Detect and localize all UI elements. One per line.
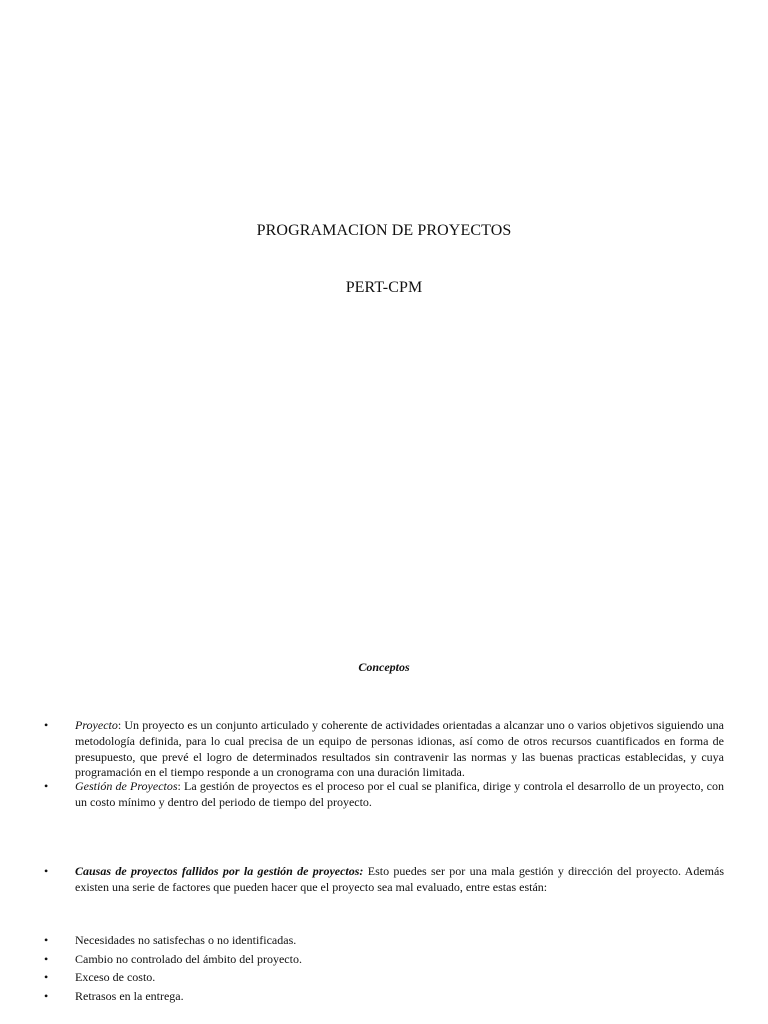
section-heading: Conceptos <box>358 660 410 674</box>
bullet-icon: • <box>44 864 49 878</box>
list-item-necesidades <box>44 933 724 949</box>
bullet-icon: • <box>44 970 49 984</box>
list-item-gestion <box>44 779 724 811</box>
term-definition: Esto puedes ser por una mala gestión y dirección del proyecto. Además existen una serie de factores que pueden hacer que el proyecto sea mal evaluado, entre estas están: <box>75 864 725 894</box>
bullet-icon: • <box>44 933 49 947</box>
term-definition: : Un proyecto es un conjunto articulado y coherente de actividades orientadas a alcanzar uno o varios objetivos siguiendo una metodología definida, para lo cual precisa de un equipo de personas idionas, así como de otros recursos cuantificados en forma de presupuesto, que prevé el logro de determinados resultados sin contravenir las normas y las buenas practicas establecidas, y cuya programación en el tiempo responde a un cronograma con una duración limitada. <box>75 718 724 780</box>
list-item-proyecto <box>44 718 724 782</box>
bullet-icon: • <box>44 952 49 966</box>
term-label: Causas de proyectos fallidos por la gestión de proyectos: <box>75 864 364 878</box>
list-item-text: Necesidades no satisfechas o no identificadas. <box>75 933 297 947</box>
bullet-icon: • <box>44 779 49 793</box>
list-item-text <box>75 718 724 781</box>
list-item-text: Cambio no controlado del ámbito del proyecto. <box>75 952 302 966</box>
term-label: Gestión de Proyectos <box>75 779 178 793</box>
list-item-text: Retrasos en la entrega. <box>75 989 184 1003</box>
bullet-icon: • <box>44 989 49 1003</box>
list-item-text: Exceso de costo. <box>75 970 156 984</box>
term-definition: : La gestión de proyectos es el proceso por el cual se planifica, dirige y controla el desarrollo de un proyecto, con un costo mínimo y dentro del periodo de tiempo del proyecto. <box>75 779 724 809</box>
list-item-retrasos <box>44 989 724 1005</box>
term-label: Proyecto <box>75 718 118 732</box>
list-item-exceso <box>44 970 724 986</box>
list-item-cambio <box>44 952 724 968</box>
list-item-text <box>75 779 724 811</box>
list-item-causas <box>44 864 724 896</box>
document-title: PROGRAMACION DE PROYECTOS <box>256 222 512 239</box>
list-item-text <box>75 864 724 896</box>
document-subtitle: PERT-CPM <box>345 279 423 296</box>
bullet-icon: • <box>44 718 49 732</box>
